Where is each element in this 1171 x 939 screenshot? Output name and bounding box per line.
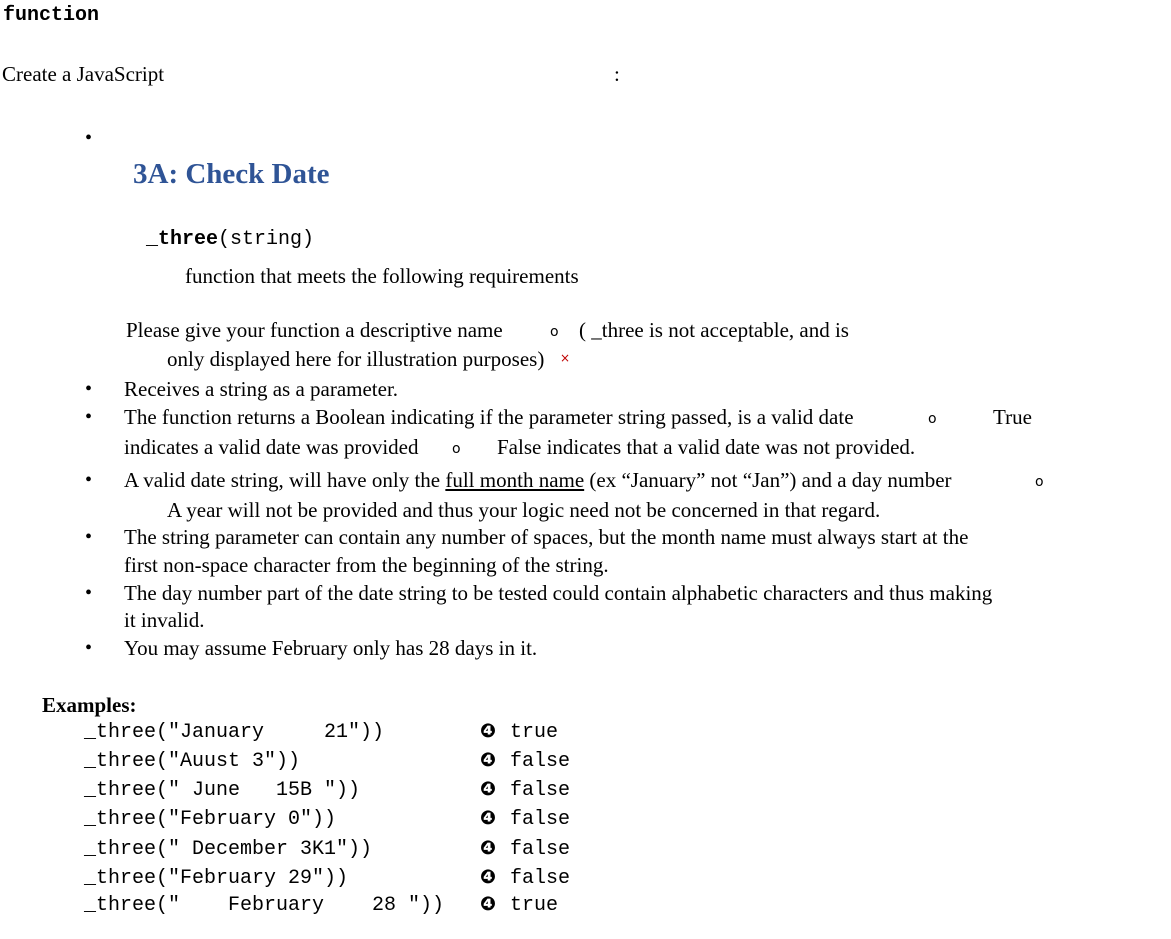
bullet-2-line2: indicates a valid date was provided [124, 435, 419, 459]
example-call: _three("Auust 3")) [84, 750, 301, 773]
example-result: true [510, 894, 559, 917]
requirements-subtitle: function that meets the following requirements [185, 264, 579, 288]
ring-bullet-icon: o [1035, 474, 1044, 490]
arrow-icon: ❹ [480, 837, 497, 859]
example-result: false [510, 808, 571, 831]
bullet-3-after: (ex “January” not “Jan”) and a day number [584, 468, 952, 492]
ring-bullet-icon: o [452, 441, 461, 457]
name-note-line2: only displayed here for illustration purposes) [167, 347, 545, 371]
bullet-icon: • [85, 637, 93, 659]
bullet-5-line2: it invalid. [124, 608, 205, 632]
bullet-2-true: True [993, 405, 1032, 429]
example-result: false [510, 750, 571, 773]
ring-bullet-icon: o [928, 411, 937, 427]
arrow-icon: ❹ [480, 749, 497, 771]
arrow-icon: ❹ [480, 807, 497, 829]
example-call: _three("January 21")) [84, 721, 385, 744]
bullet-3-underline: full month name [445, 468, 585, 492]
example-result: false [510, 867, 571, 890]
function-signature [122, 210, 314, 250]
bullet-4-line2: first non-space character from the beginning of the string. [124, 553, 609, 577]
section-heading: 3A: Check Date [133, 158, 330, 190]
bullet-icon: • [85, 406, 93, 428]
example-call: _three(" June 15B ")) [84, 779, 361, 802]
bullet-icon: • [85, 582, 93, 604]
example-call: _three(" December 3K1")) [84, 838, 373, 861]
arrow-icon: ❹ [480, 893, 497, 915]
examples-label: Examples: [42, 693, 137, 717]
ring-bullet-icon: o [550, 324, 559, 340]
signature-params: (string) [218, 228, 315, 251]
example-call: _three("February 29")) [84, 867, 349, 890]
bullet-icon: • [85, 526, 93, 548]
bullet-3-line2: A year will not be provided and thus your logic need not be concerned in that regard. [167, 498, 881, 522]
bullet-1-text: Receives a string as a parameter. [124, 377, 399, 401]
bullet-icon: • [85, 469, 93, 491]
bullet-3-before: A valid date string, will have only the [124, 468, 446, 492]
spellcheck-mark-icon: × [560, 351, 571, 365]
name-note-line1: Please give your function a descriptive name [126, 318, 503, 342]
bullet-3-line1 [124, 470, 952, 491]
example-call: _three("February 0")) [84, 808, 337, 831]
bullet-6-text: You may assume February only has 28 days in it. [124, 636, 538, 660]
bullet-icon: • [85, 378, 93, 400]
bullet-2-false: False indicates that a valid date was not provided. [497, 435, 916, 459]
bullet-4-line1: The string parameter can contain any number of spaces, but the month name must always start at the [124, 525, 969, 549]
intro-text: Create a JavaScript [2, 62, 165, 86]
arrow-icon: ❹ [480, 720, 497, 742]
arrow-icon: ❹ [480, 866, 497, 888]
bullet-5-line1: The day number part of the date string to be tested could contain alphabetic characters and thus making [124, 581, 993, 605]
name-note-sub: ( _three is not acceptable, and is [579, 318, 849, 342]
function-label: function [3, 4, 100, 27]
example-result: false [510, 838, 571, 861]
signature-name: _three [146, 228, 219, 251]
bullet-2-line1: The function returns a Boolean indicating if the parameter string passed, is a valid date [124, 405, 854, 429]
intro-colon: : [614, 62, 620, 86]
example-result: true [510, 721, 559, 744]
example-call: _three(" February 28 ")) [84, 894, 445, 917]
arrow-icon: ❹ [480, 778, 497, 800]
bullet-icon: • [85, 127, 93, 149]
example-result: false [510, 779, 571, 802]
